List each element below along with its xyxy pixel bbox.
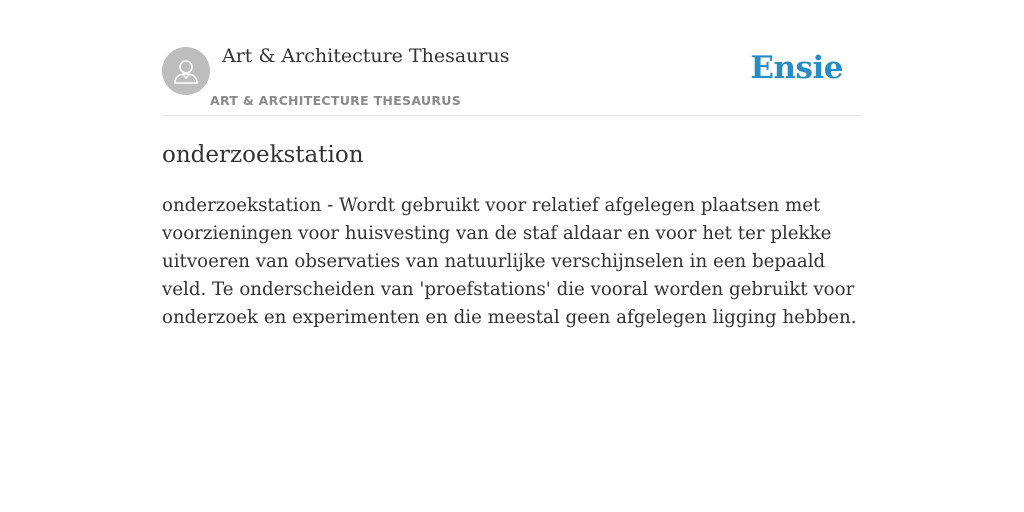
entry-definition: onderzoekstation - Wordt gebruikt voor relatief afgelegen plaatsen met voorzieningen voor huisvesting van de staf aldaar en voor het ter plekke uitvoeren van observaties van natuurlijke verschijnselen in een bepaald veld. Te onderscheiden van 'proefstations' die vooral worden gebruikt voor onderzoek en experimenten en die meestal geen afgelegen ligging hebben. (162, 195, 857, 328)
source-title[interactable]: Art & Architecture Thesaurus (222, 45, 510, 67)
source-subtitle: ART & ARCHITECTURE THESAURUS (210, 93, 462, 108)
definition-card (162, 0, 862, 332)
avatar[interactable] (162, 47, 210, 95)
ensie-logo[interactable]: Ensie (750, 50, 843, 86)
card-header (162, 0, 862, 116)
user-icon (171, 56, 201, 86)
entry-term: onderzoekstation (162, 142, 364, 168)
